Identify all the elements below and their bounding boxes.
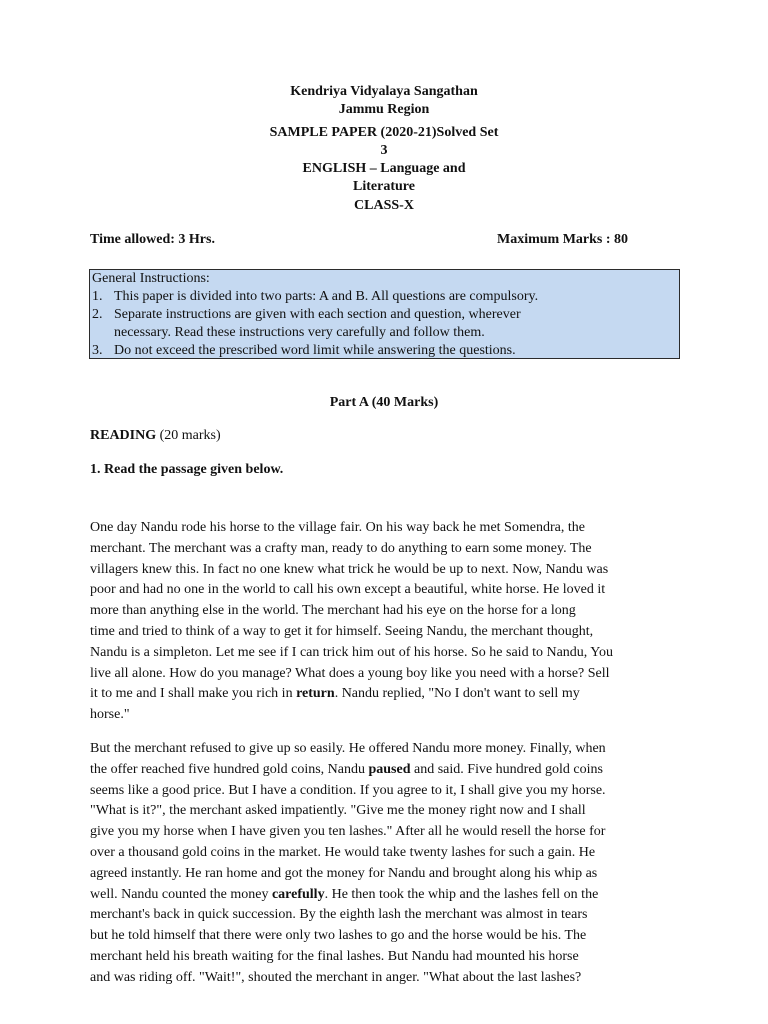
passage-line: agreed instantly. He ran home and got the money for Nandu and brought along his whip as bbox=[90, 865, 598, 881]
paper-title: SAMPLE PAPER (2020-21)Solved Set bbox=[269, 125, 499, 140]
part-a-heading: Part A (40 Marks) bbox=[329, 395, 439, 410]
instruction-text: necessary. Read these instructions very carefully and follow them. bbox=[114, 325, 485, 340]
reading-section-heading bbox=[90, 428, 221, 444]
instruction-text: Do not exceed the prescribed word limit while answering the questions. bbox=[114, 343, 516, 358]
passage-paragraph-2 bbox=[90, 739, 690, 989]
passage-line: live all alone. How do you manage? What does a young boy like you need with a horse? Sell bbox=[90, 665, 610, 681]
reading-marks: (20 marks) bbox=[159, 428, 221, 443]
passage-line: "What is it?", the merchant asked impatiently. "Give me the money right now and I shall bbox=[90, 803, 586, 819]
subject-title: ENGLISH – Language and bbox=[302, 161, 466, 176]
reading-label: READING bbox=[90, 428, 157, 443]
instruction-number: 2. bbox=[92, 307, 103, 322]
general-instructions-box bbox=[89, 269, 680, 359]
text-run: . Nandu replied, "No I don't want to sell my bbox=[334, 686, 580, 702]
text-run: the offer reached five hundred gold coins, Nandu bbox=[90, 761, 369, 777]
set-number: 3 bbox=[380, 143, 388, 158]
instruction-text: Separate instructions are given with each section and question, wherever bbox=[114, 307, 521, 322]
passage-line: merchant held his breath waiting for the final lashes. But Nandu had mounted his horse bbox=[90, 948, 579, 964]
passage-line: more than anything else in the world. The merchant had his eye on the horse for a long bbox=[90, 603, 576, 619]
passage-line bbox=[90, 760, 690, 781]
question-1-prompt: 1. Read the passage given below. bbox=[90, 462, 284, 477]
passage-line bbox=[90, 885, 690, 906]
passage-line: seems like a good price. But I have a condition. If you agree to it, I shall give you my horse. bbox=[90, 782, 606, 798]
region-name: Jammu Region bbox=[338, 102, 430, 117]
instruction-text: This paper is divided into two parts: A and B. All questions are compulsory. bbox=[114, 289, 539, 304]
passage-line: But the merchant refused to give up so easily. He offered Nandu more money. Finally, when bbox=[90, 741, 606, 756]
time-allowed: Time allowed: 3 Hrs. bbox=[90, 232, 215, 247]
passage-line: poor and had no one in the world to call his own except a beautiful, white horse. He loved it bbox=[90, 582, 606, 598]
instruction-number: 1. bbox=[92, 289, 103, 304]
passage-paragraph-1 bbox=[90, 518, 690, 726]
passage-line: give you my horse when I have given you ten lashes." After all he would resell the horse for bbox=[90, 824, 606, 840]
emphasized-word: return bbox=[296, 686, 335, 702]
text-run: well. Nandu counted the money bbox=[90, 886, 272, 902]
school-name: Kendriya Vidyalaya Sangathan bbox=[290, 84, 478, 99]
instruction-number: 3. bbox=[92, 343, 103, 358]
text-run: and said. Five hundred gold coins bbox=[410, 761, 603, 777]
emphasized-word: carefully bbox=[271, 886, 325, 902]
passage-line: villagers knew this. In fact no one knew what trick he would be up to next. Now, Nandu was bbox=[90, 561, 609, 577]
passage-line bbox=[90, 684, 690, 705]
passage-line: but he told himself that there were only two lashes to go and the horse would be his. The bbox=[90, 928, 587, 944]
passage-line: Nandu is a simpleton. Let me see if I can trick him out of his horse. So he said to Nandu, You bbox=[90, 644, 613, 660]
passage-line: and was riding off. "Wait!", shouted the merchant in anger. "What about the last lashes? bbox=[90, 969, 582, 985]
passage-line: horse." bbox=[90, 707, 130, 723]
subject-title-cont: Literature bbox=[353, 179, 415, 194]
passage-line: One day Nandu rode his horse to the village fair. On his way back he met Somendra, the bbox=[90, 520, 585, 535]
emphasized-word: paused bbox=[368, 761, 411, 777]
passage-line: time and tried to think of a way to get it for himself. Seeing Nandu, the merchant thought, bbox=[90, 623, 594, 639]
class-label: CLASS-X bbox=[354, 198, 414, 213]
passage-line: merchant's back in quick succession. By the eighth lash the merchant was almost in tears bbox=[90, 907, 588, 923]
instructions-title: General Instructions: bbox=[92, 271, 210, 286]
maximum-marks: Maximum Marks : 80 bbox=[497, 232, 629, 247]
text-run: . He then took the whip and the lashes fell on the bbox=[324, 886, 599, 902]
passage-line: over a thousand gold coins in the market. He would take twenty lashes for such a gain. He bbox=[90, 844, 596, 860]
text-run: it to me and I shall make you rich in bbox=[90, 686, 297, 702]
passage-line: merchant. The merchant was a crafty man, ready to do anything to earn some money. The bbox=[90, 540, 592, 556]
